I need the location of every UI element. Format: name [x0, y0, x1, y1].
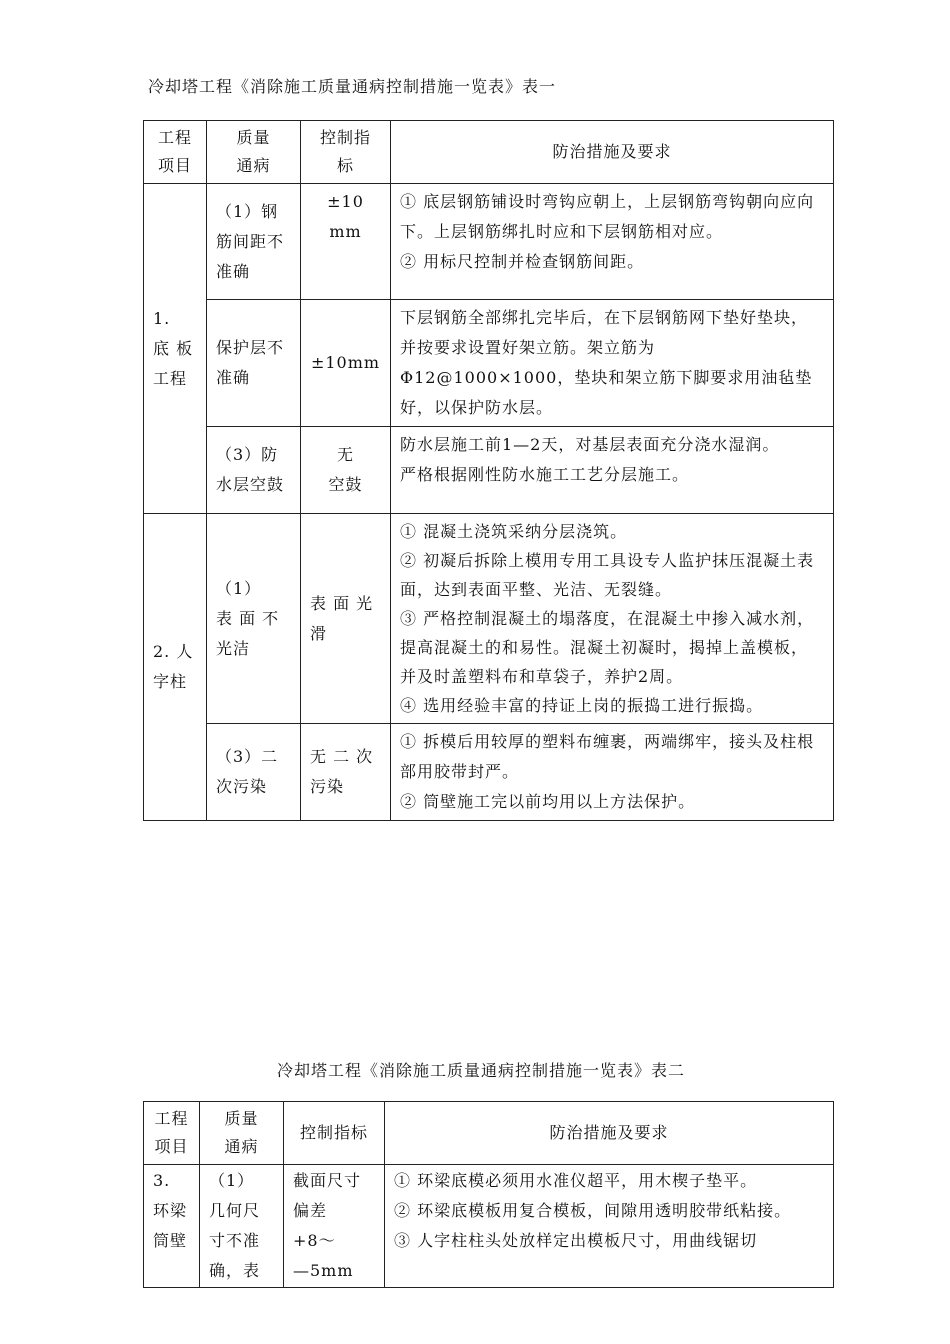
table1	[143, 120, 834, 821]
table2-title: 冷却塔工程《消除施工质量通病控制措施一览表》表二	[277, 1061, 686, 1080]
table2-header-row	[144, 1102, 834, 1165]
header-item: 工程 项目	[144, 1102, 200, 1165]
measures-cell: ① 混凝土浇筑采纳分层浇筑。 ② 初凝后拆除上模用专用工具设专人监护抹压混凝土表面，达到表面平整、光洁、无裂缝。 ③ 严格控制混凝土的塌落度，在混凝土中掺入减水剂，提高混凝土的和易性。混凝土初凝时，揭掉上盖模板，并及时盖塑料布和草袋子，养护2周。 ④ 选用经验丰富的持证上岗的振捣工进行振捣。	[391, 514, 834, 724]
control-cell: ±10mm	[301, 300, 391, 427]
defect-cell: （1） 表 面 不 光洁	[207, 514, 301, 724]
header-measures: 防治措施及要求	[391, 121, 834, 184]
project-cell: 1. 底 板 工程	[144, 184, 207, 514]
defect-cell: （1）钢 筋间距不 准确	[207, 184, 301, 300]
header-control: 控制指 标	[301, 121, 391, 184]
control-cell: 表 面 光 滑	[301, 514, 391, 724]
project-cell: 3. 环梁 筒壁	[144, 1165, 200, 1288]
control-cell: 无 空鼓	[301, 427, 391, 514]
defect-cell: 保护层不 准确	[207, 300, 301, 427]
table1-title: 冷却塔工程《消除施工质量通病控制措施一览表》表一	[148, 77, 557, 96]
table-row	[144, 724, 834, 821]
defect-cell: （3）二 次污染	[207, 724, 301, 821]
measures-cell: ① 环梁底模必须用水准仪超平，用木楔子垫平。 ② 环梁底模板用复合模板，间隙用透明胶带纸粘接。 ③ 人字柱柱头处放样定出模板尺寸，用曲线锯切	[385, 1165, 834, 1288]
measures-cell: ① 底层钢筋铺设时弯钩应朝上，上层钢筋弯钩朝向应向下。上层钢筋绑扎时应和下层钢筋相对应。 ② 用标尺控制并检查钢筋间距。	[391, 184, 834, 300]
project-cell: 2. 人 字柱	[144, 514, 207, 821]
header-item: 工程 项目	[144, 121, 207, 184]
control-cell: ±10 mm	[301, 184, 391, 300]
table-row	[144, 427, 834, 514]
table-row	[144, 300, 834, 427]
control-cell: 无 二 次 污染	[301, 724, 391, 821]
header-defect: 质量 通病	[200, 1102, 284, 1165]
table1-header-row	[144, 121, 834, 184]
measures-cell: 下层钢筋全部绑扎完毕后，在下层钢筋网下垫好垫块，并按要求设置好架立筋。架立筋为Φ12@1000×1000，垫块和架立筋下脚要求用油毡垫好，以保护防水层。	[391, 300, 834, 427]
table-row	[144, 184, 834, 300]
table-row	[144, 514, 834, 724]
defect-cell: （1） 几何尺 寸不准 确，表	[200, 1165, 284, 1288]
table2	[143, 1101, 834, 1288]
measures-cell: ① 拆模后用较厚的塑料布缠裹，两端绑牢，接头及柱根部用胶带封严。 ② 筒壁施工完以前均用以上方法保护。	[391, 724, 834, 821]
control-cell: 截面尺寸 偏差 +8～ —5mm	[284, 1165, 385, 1288]
measures-cell: 防水层施工前1—2天，对基层表面充分浇水湿润。 严格根据刚性防水施工工艺分层施工。	[391, 427, 834, 514]
header-defect: 质量 通病	[207, 121, 301, 184]
defect-cell: （3）防 水层空鼓	[207, 427, 301, 514]
header-control: 控制指标	[284, 1102, 385, 1165]
header-measures: 防治措施及要求	[385, 1102, 834, 1165]
table-row	[144, 1165, 834, 1288]
